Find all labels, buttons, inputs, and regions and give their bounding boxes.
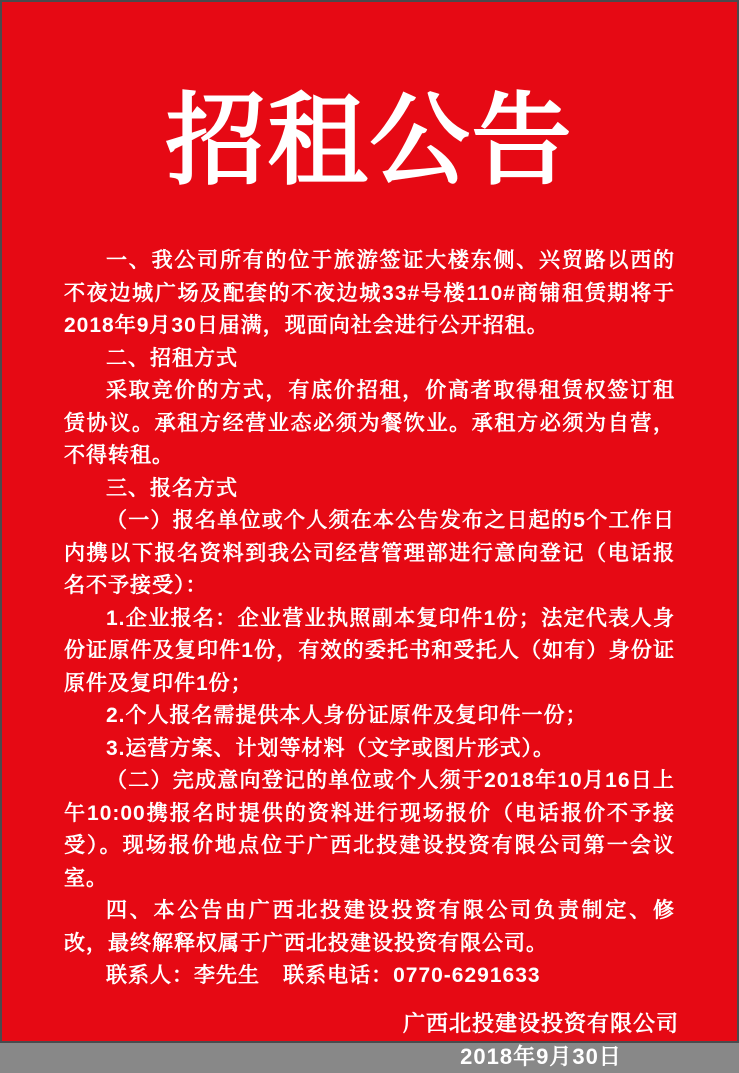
body-paragraph: 二、招租方式	[106, 346, 238, 370]
body-paragraph: （二）完成意向登记的单位或个人须于2018年10月16日上午10:00携报名时提供的资料进行现场报价（电话报价不予接受）。现场报价地点位于广西北投建设投资有限公司第一会议室。	[64, 769, 675, 890]
contact-person-name: 李先生	[194, 964, 260, 987]
announcement-body	[2, 245, 737, 993]
body-paragraph: 四、本公告由广西北投建设投资有限公司负责制定、修改，最终解释权属于广西北投建设投资有限公司。	[64, 899, 675, 955]
body-paragraph: 采取竞价的方式，有底价招租，价高者取得租赁权签订租赁协议。承租方经营业态必须为餐饮业。承租方必须为自营，不得转租。	[64, 379, 675, 467]
paragraphs-container	[64, 245, 675, 960]
body-paragraph: 一、我公司所有的位于旅游签证大楼东侧、兴贸路以西的不夜边城广场及配套的不夜边城33#号楼110#商铺租赁期将于2018年9月30日届满，现面向社会进行公开招租。	[64, 249, 675, 337]
body-paragraph: 2.个人报名需提供本人身份证原件及复印件一份；	[106, 704, 588, 727]
contact-line	[64, 960, 675, 993]
announcement-title: 招租公告	[165, 86, 574, 197]
contact-phone-number: 0770-6291633	[393, 964, 541, 987]
signature-block	[403, 1007, 679, 1073]
signature-company: 广西北投建设投资有限公司	[402, 1010, 679, 1036]
body-paragraph: 1.企业报名：企业营业执照副本复印件1份；法定代表人身份证原件及复印件1份，有效的委托书和受托人（如有）身份证原件及复印件1份；	[64, 606, 675, 695]
signature-date: 2018年9月30日	[460, 1043, 622, 1069]
body-paragraph: 三、报名方式	[106, 476, 238, 500]
body-paragraph: （一）报名单位或个人须在本公告发布之日起的5个工作日内携以下报名资料到我公司经营管理部进行意向登记（电话报名不予接受）：	[64, 509, 675, 597]
contact-phone-label: 联系电话：	[283, 964, 394, 987]
contact-person-label: 联系人：	[106, 964, 194, 987]
body-paragraph: 3.运营方案、计划等材料（文字或图片形式）。	[106, 736, 556, 760]
